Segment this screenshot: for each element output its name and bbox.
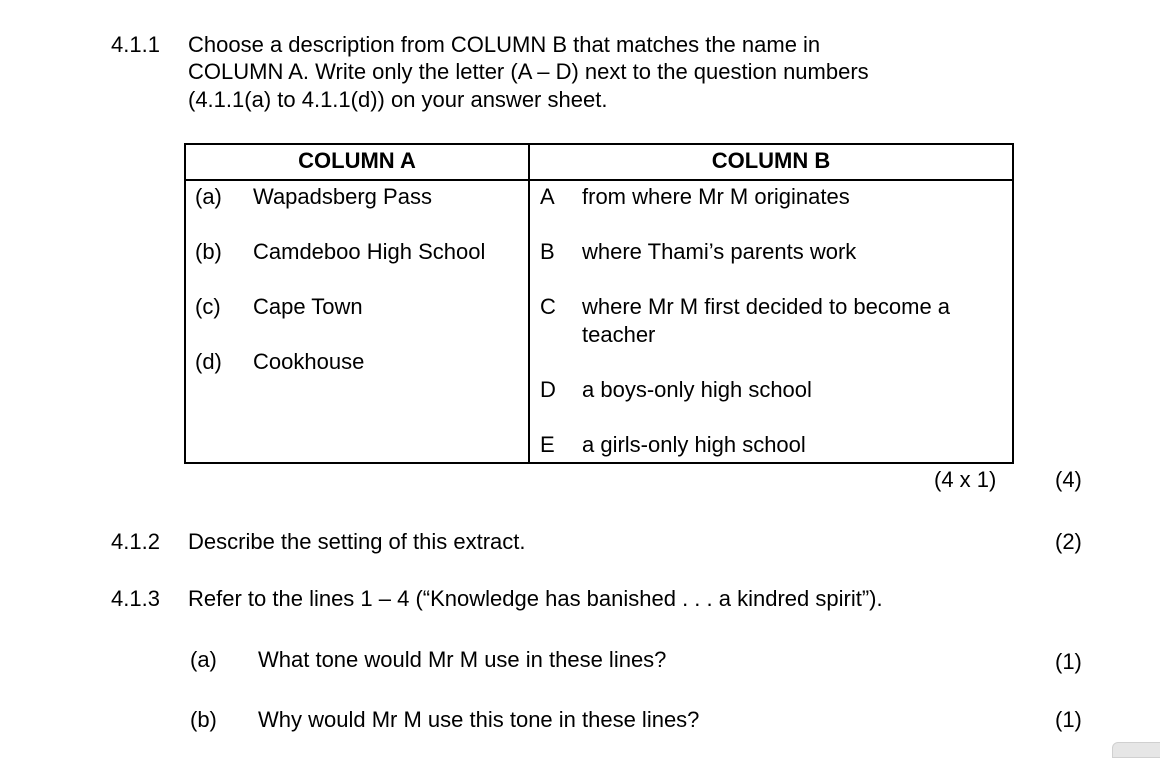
question-text-4-1-3: Refer to the lines 1 – 4 (“Knowledge has banished . . . a kindred spirit”). bbox=[188, 586, 883, 611]
sub-question-label-b: (b) bbox=[190, 707, 217, 732]
col-a-label-c: (c) bbox=[195, 294, 221, 319]
question-number-4-1-2: 4.1.2 bbox=[111, 529, 160, 554]
col-b-item-c: where Mr M first decided to become a bbox=[582, 294, 951, 319]
col-a-label-b: (b) bbox=[195, 239, 222, 264]
col-b-label-c: C bbox=[540, 294, 556, 319]
column-a-header: COLUMN A bbox=[298, 148, 416, 173]
col-b-item-a: from where Mr M originates bbox=[582, 184, 850, 209]
question-text-line-1: Choose a description from COLUMN B that matches the name in bbox=[188, 32, 821, 57]
question-text-line-2: COLUMN A. Write only the letter (A – D) next to the question numbers bbox=[188, 59, 869, 84]
col-a-item-a: Wapadsberg Pass bbox=[253, 184, 432, 209]
col-a-item-b: Camdeboo High School bbox=[253, 239, 486, 264]
col-a-label-a: (a) bbox=[195, 184, 222, 209]
column-b-header: COLUMN B bbox=[711, 148, 831, 173]
marks-4-1-1: (4) bbox=[1055, 467, 1082, 492]
col-b-item-b: where Thami’s parents work bbox=[582, 239, 857, 264]
marks-4-1-3-b: (1) bbox=[1055, 707, 1082, 732]
sub-question-label-a: (a) bbox=[190, 647, 217, 672]
col-a-item-d: Cookhouse bbox=[253, 349, 365, 374]
col-b-label-b: B bbox=[540, 239, 555, 264]
sub-question-text-a: What tone would Mr M use in these lines? bbox=[258, 647, 667, 672]
col-b-label-a: A bbox=[540, 184, 555, 209]
question-number-4-1-1: 4.1.1 bbox=[111, 32, 160, 57]
marks-4-1-3-a: (1) bbox=[1055, 649, 1082, 674]
question-text-4-1-2: Describe the setting of this extract. bbox=[188, 529, 526, 554]
col-a-item-c: Cape Town bbox=[253, 294, 363, 319]
col-b-item-d: a boys-only high school bbox=[582, 377, 812, 402]
col-a-label-d: (d) bbox=[195, 349, 222, 374]
col-b-label-d: D bbox=[540, 377, 556, 402]
page-corner-tab[interactable] bbox=[1112, 742, 1160, 758]
marks-4-1-2: (2) bbox=[1055, 529, 1082, 554]
col-b-item-c-continued: teacher bbox=[582, 322, 656, 347]
matching-table bbox=[184, 143, 1014, 464]
header-divider bbox=[186, 179, 1012, 181]
column-divider bbox=[528, 145, 530, 462]
col-b-label-e: E bbox=[540, 432, 555, 457]
question-number-4-1-3: 4.1.3 bbox=[111, 586, 160, 611]
col-b-item-e: a girls-only high school bbox=[582, 432, 806, 457]
sub-question-text-b: Why would Mr M use this tone in these lines? bbox=[258, 707, 700, 732]
marks-breakdown: (4 x 1) bbox=[934, 467, 997, 492]
question-text-line-3: (4.1.1(a) to 4.1.1(d)) on your answer sheet. bbox=[188, 87, 608, 112]
